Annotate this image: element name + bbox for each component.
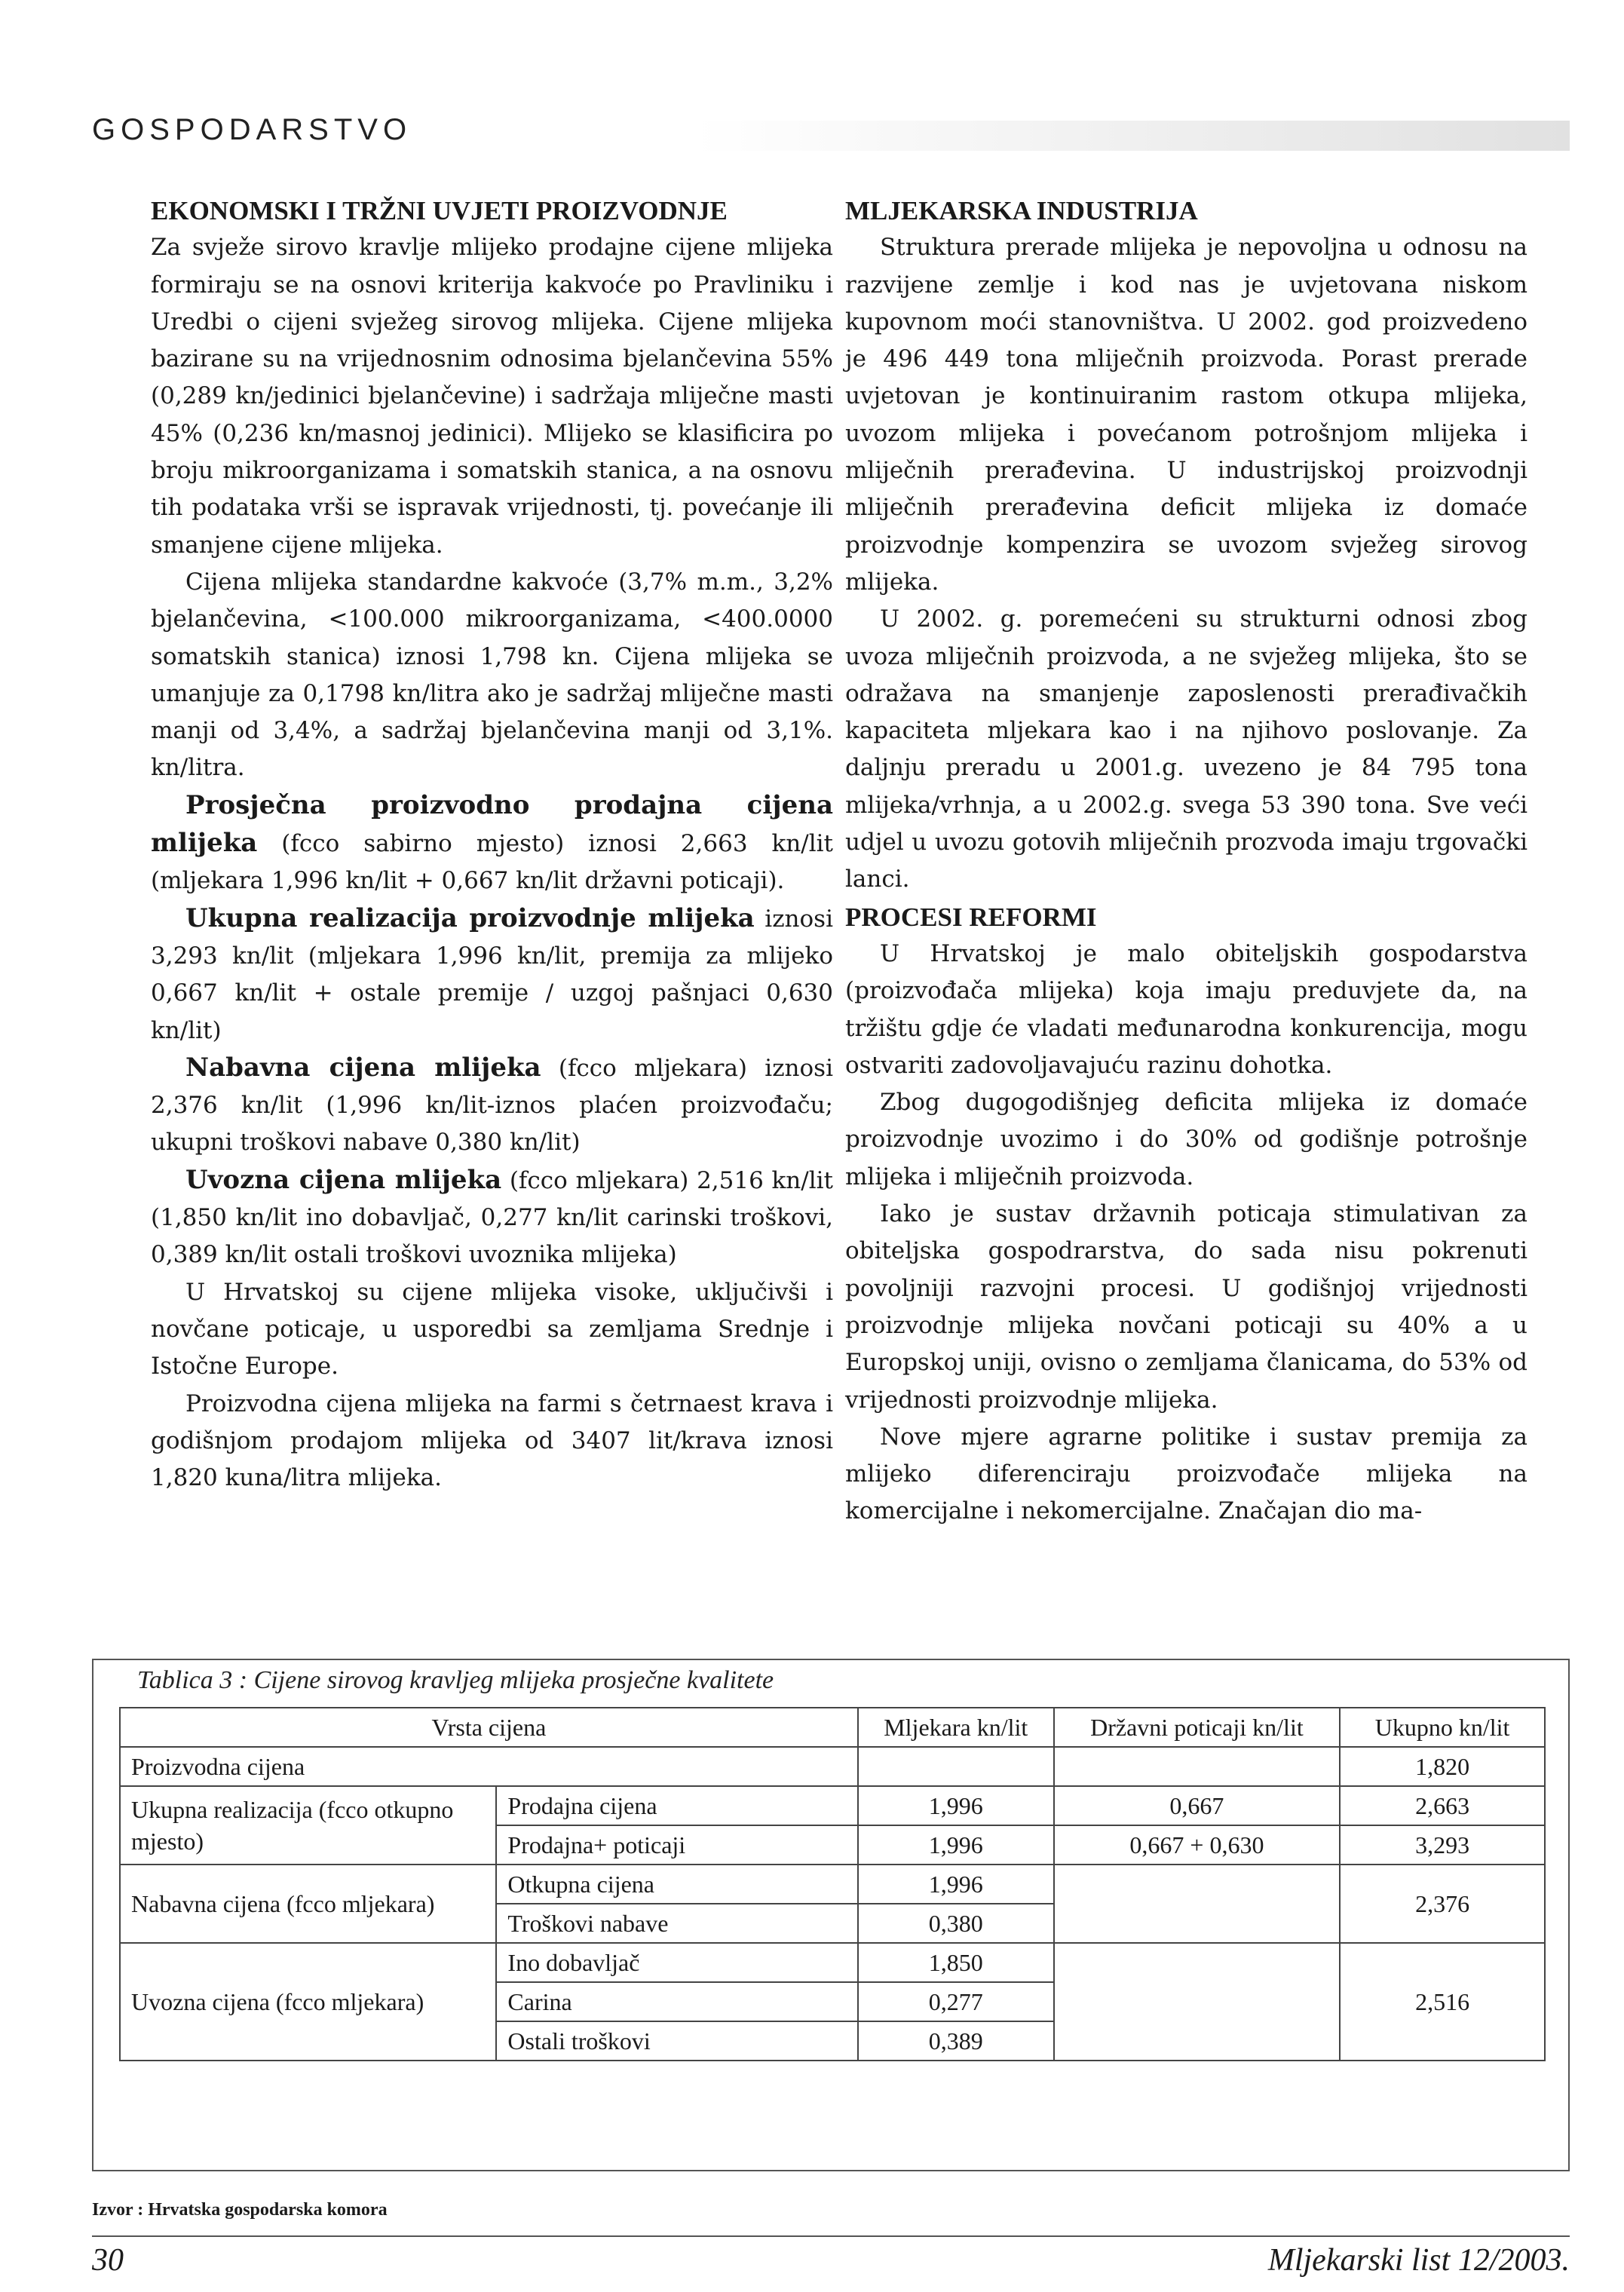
heading-dairy-industry: MLJEKARSKA INDUSTRIJA [845,196,1198,225]
cell-state: 0,667 [1054,1786,1341,1825]
paragraph [151,900,833,1049]
paragraph: U 2002. g. poremećeni su strukturni odnosi zbog uvoza mliječnih proizvoda, a ne svježeg mlijeka, što se odražava na smanjenje zaposlenosti prerađivačkih kapaciteta mljekara kao i na njihovo poslovanje. Za daljnju preradu u 2001.g. uvezeno je 84 795 tona mlijeka/vrhnja, a u 2002.g. svega 53 390 tona. Sve veći udjel u uvozu gotovih mliječnih prozvoda imaju trgovački lanci. [845,605,1527,893]
section-label: GOSPODARSTVO [92,113,412,146]
price-table [119,1707,1546,2061]
row-sub: Carina [496,1982,857,2021]
row-sub: Prodajna cijena [496,1786,857,1825]
term-import-price: Uvozna cijena mlijeka [185,1164,502,1195]
cell-total: 2,663 [1340,1786,1545,1825]
paragraph: Za svježe sirovo kravlje mlijeko prodajne cijene mlijeka formiraju se na osnovi kriterija kakvoće po Pravliniku i Uredbi o cijeni svježeg sirovog mlijeka. Cijene mlijeka bazirane su na vrijednosnim odnosima bjelančevina 55% (0,289 kn/jedinici bjelančevine) i sadržaja mliječne masti 45% (0,236 kn/masnoj jedinici). Mlijeko se klasificira po broju mikroorganizama i somatskih stanica, a na osnovu tih podataka vrši se ispravak vrijednosti, tj. povećanje ili smanjene cijene mlijeka. [151,234,833,559]
left-column [151,192,833,1497]
right-column [845,192,1527,1531]
running-head [92,113,1570,158]
paragraph: U Hrvatskoj je malo obiteljskih gospodarstva (proizvođača mlijeka) koja imaju preduvjete da, na tržištu gdje će vladati međunarodna konkurencija, mogu ostvariti zadovoljavajuću razinu dohotka. [845,939,1527,1079]
row-sub: Otkupna cijena [496,1865,857,1904]
term-total-realization: Ukupna realizacija proizvodnje mlijeka [185,902,755,933]
term-average-price: Prosječna proizvodno prodajna cijena mlijeka [151,789,833,859]
header-price-type: Vrsta cijena [120,1708,858,1747]
paragraph-text: (fcco mljekara) 2,516 kn/lit (1,850 kn/lit ino dobavljač, 0,277 kn/lit carinski troškovi, 0,389 kn/lit ostali troškovi uvoznika mlijeka) [151,1166,833,1269]
header-total: Ukupno kn/lit [1340,1708,1545,1747]
table-source: Izvor : Hrvatska gospodarska komora [92,2200,388,2220]
cell-dairy [858,1747,1054,1786]
cell-dairy: 1,996 [858,1865,1054,1904]
cell-total: 3,293 [1340,1825,1545,1865]
row-sub: Ostali troškovi [496,2021,857,2061]
header-shade [695,121,1570,151]
paragraph: U Hrvatskoj su cijene mlijeka visoke, uključivši i novčane poticaje, u usporedbi sa zemljama Srednje i Istočne Europe. [151,1278,833,1380]
header-dairy: Mljekara kn/lit [858,1708,1054,1747]
paragraph: Iako je sustav državnih poticaja stimulativan za obiteljska gospodrarstva, do sada nisu pokrenuti povoljniji razvojni procesi. U godišnjoj vrijednosti proizvodnje mlijeka novčani poticaji su 40% a u Europskoj uniji, ovisno o zemljama članicama, do 53% od vrijednosti proizvodnje mlijeka. [845,1200,1527,1414]
table-header-row [120,1708,1545,1747]
cell-total: 2,516 [1340,1943,1545,2061]
row-group: Ukupna realizacija (fcco otkupno mjesto) [120,1786,496,1865]
paragraph: Proizvodna cijena mlijeka na farmi s četrnaest krava i godišnjom prodajom mlijeka od 3407 lit/krava iznosi 1,820 kuna/litra mlijeka. [151,1390,833,1492]
term-purchase-price: Nabavna cijena mlijeka [185,1052,541,1083]
price-table-box [92,1659,1570,2171]
cell-dairy: 0,277 [858,1982,1054,2021]
paragraph: Zbog dugogodišnjeg deficita mlijeka iz domaće proizvodnje uvozimo i do 30% od godišnje potrošnje mlijeka i mliječnih proizvoda. [845,1089,1527,1190]
paragraph-text: iznosi 3,293 kn/lit (mljekara 1,996 kn/lit, premija za mlijeko 0,667 kn/lit + ostale premije / uzgoj pašnjaci 0,630 kn/lit) [151,905,833,1044]
paragraph: Nove mjere agrarne politike i sustav premija za mlijeko diferenciraju proizvođače mlijeka na komercijalne i nekomercijalne. Značajan dio ma- [845,1423,1527,1525]
paragraph [151,1162,833,1274]
paragraph-text: (fcco mljekara) iznosi 2,376 kn/lit (1,996 kn/lit-iznos plaćen proizvođaču; ukupni troškovi nabave 0,380 kn/lit) [151,1054,833,1157]
cell-state: 0,667 + 0,630 [1054,1825,1341,1865]
row-group: Nabavna cijena (fcco mljekara) [120,1865,496,1943]
cell-state [1054,1865,1341,1943]
row-group: Uvozna cijena (fcco mljekara) [120,1943,496,2061]
cell-dairy: 0,389 [858,2021,1054,2061]
row-sub: Ino dobavljač [496,1943,857,1982]
page-number: 30 [92,2243,124,2278]
heading-reform-processes: PROCESI REFORMI [845,902,1097,932]
heading-economic-conditions: EKONOMSKI I TRŽNI UVJETI PROIZVODNJE [151,196,728,225]
footer-rule [92,2235,1570,2237]
table-caption: Tablica 3 : Cijene sirovog kravljeg mlijeka prosječne kvalitete [137,1666,774,1694]
table-row [120,1786,1545,1825]
row-sub: Troškovi nabave [496,1904,857,1943]
row-sub: Prodajna+ poticaji [496,1825,857,1865]
cell-state [1054,1747,1341,1786]
cell-total: 2,376 [1340,1865,1545,1943]
paragraph-text: (fcco sabirno mjesto) iznosi 2,663 kn/lit (mljekara 1,996 kn/lit + 0,667 kn/lit državni poticaji). [151,830,833,895]
journal-name: Mljekarski list 12/2003. [1267,2243,1570,2278]
table-row [120,1865,1545,1904]
cell-total: 1,820 [1340,1747,1545,1786]
cell-dairy: 1,850 [858,1943,1054,1982]
cell-state [1054,1943,1341,2061]
row-group: Proizvodna cijena [120,1747,858,1786]
paragraph [151,787,833,900]
table-row [120,1747,1545,1786]
paragraph: Struktura prerade mlijeka je nepovoljna u odnosu na razvijene zemlje i kod nas je uvjetovana niskom kupovnom moći stanovništva. U 2002. god proizvedeno je 496 449 tona mliječnih proizvoda. Porast prerade uvjetovan je kontinuiranim rastom otkupa mlijeka, uvozom mlijeka i povećanom potrošnjom mlijeka i mliječnih prerađevina. U industrijskoj proizvodnji mliječnih prerađevina deficit mlijeka iz domaće proizvodnje kompenzira se uvozom svježeg sirovog mlijeka. [845,234,1527,596]
header-state-subsidy: Državni poticaji kn/lit [1054,1708,1341,1747]
paragraph: Cijena mlijeka standardne kakvoće (3,7% m.m., 3,2% bjelančevina, <100.000 mikroorganizama, <400.0000 somatskih stanica) iznosi 1,798 kn. Cijena mlijeka se umanjuje za 0,1798 kn/litra ako je sadržaj mliječne masti manji od 3,4%, a sadržaj bjelančevina manji od 3,1%. kn/litra. [151,568,833,782]
cell-dairy: 0,380 [858,1904,1054,1943]
cell-dairy: 1,996 [858,1825,1054,1865]
table-row [120,1943,1545,1982]
paragraph [151,1049,833,1162]
cell-dairy: 1,996 [858,1786,1054,1825]
